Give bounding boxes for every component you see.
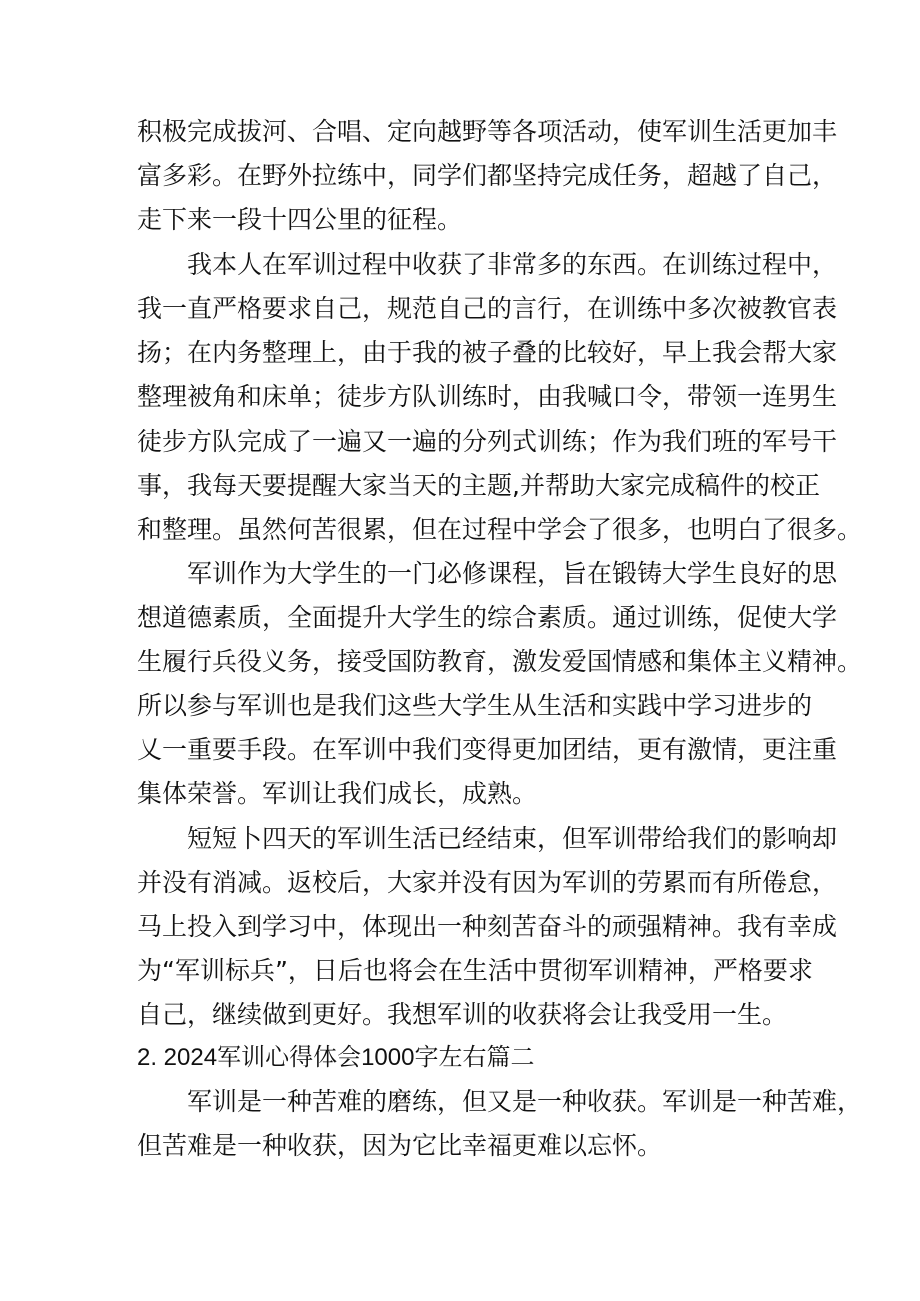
text-line: 生履行兵役义务，接受国防教育，激发爱国情感和集体主义精神。 <box>137 647 863 676</box>
text-line: 自己，继续做到更好。我想军训的收获将会让我受用一生。 <box>137 1000 788 1029</box>
text-line: 我一直严格要求自己，规范自己的言行，在训练中多次被教官表 <box>137 294 838 323</box>
text-line: 富多彩。在野外拉练中，同学们都坚持完成任务，超越了自己， <box>137 161 838 190</box>
paragraph-first-line: 短短卜四天的军训生活已经结束，但军训带给我们的影响却 <box>187 824 838 853</box>
text-line: 事，我每天要提醒大家当天的主题,并帮助大家完成稿件的校正 <box>137 471 820 500</box>
text-line: 和整理。虽然何苦很累，但在过程中学会了很多，也明白了很多。 <box>137 515 863 544</box>
text-line: 积极完成拔河、合唱、定向越野等各项活动，使军训生活更加丰 <box>137 117 838 146</box>
text-line: 但苦难是一种收获，因为它比幸福更难以忘怀。 <box>137 1131 663 1160</box>
text-line: 整理被角和床单；徒步方队训练时，由我喊口令，带领一连男生 <box>137 382 838 411</box>
text-line: 为“军训标兵”，日后也将会在生活中贯彻军训精神，严格要求 <box>137 956 813 985</box>
text-line: 马上投入到学习中，体现出一种刻苦奋斗的顽强精神。我有幸成 <box>137 912 838 941</box>
text-line: 徒步方队完成了一遍又一遍的分列式训练；作为我们班的军号干 <box>137 427 838 456</box>
paragraph-first-line: 军训作为大学生的一门必修课程，旨在锻铸大学生良好的思 <box>187 559 838 588</box>
text-line: 想道德素质，全面提升大学生的综合素质。通过训练，促使大学 <box>137 603 838 632</box>
paragraph-first-line: 军训是一种苦难的磨练，但又是一种收获。军训是一种苦难， <box>187 1087 863 1116</box>
text-line: 扬；在内务整理上，由于我的被子叠的比较好，早上我会帮大家 <box>137 338 838 367</box>
section-heading: 2. 2024军训心得体会1000字左右篇二 <box>137 1044 535 1071</box>
text-line: 乂一重要手段。在军训中我们变得更加团结，更有激情，更注重 <box>137 735 838 764</box>
paragraph-first-line: 我本人在军训过程中收获了非常多的东西。在训练过程中， <box>187 250 838 279</box>
text-line: 并没有消减。返校后，大家并没有因为军训的劳累而有所倦怠， <box>137 868 838 897</box>
text-line: 走下来一段十四公里的征程。 <box>137 205 463 234</box>
text-line: 集体荣誉。军训让我们成长，成熟。 <box>137 779 538 808</box>
text-line: 所以参与军训也是我们这些大学生从生活和实践中学习进步的 <box>137 691 813 720</box>
